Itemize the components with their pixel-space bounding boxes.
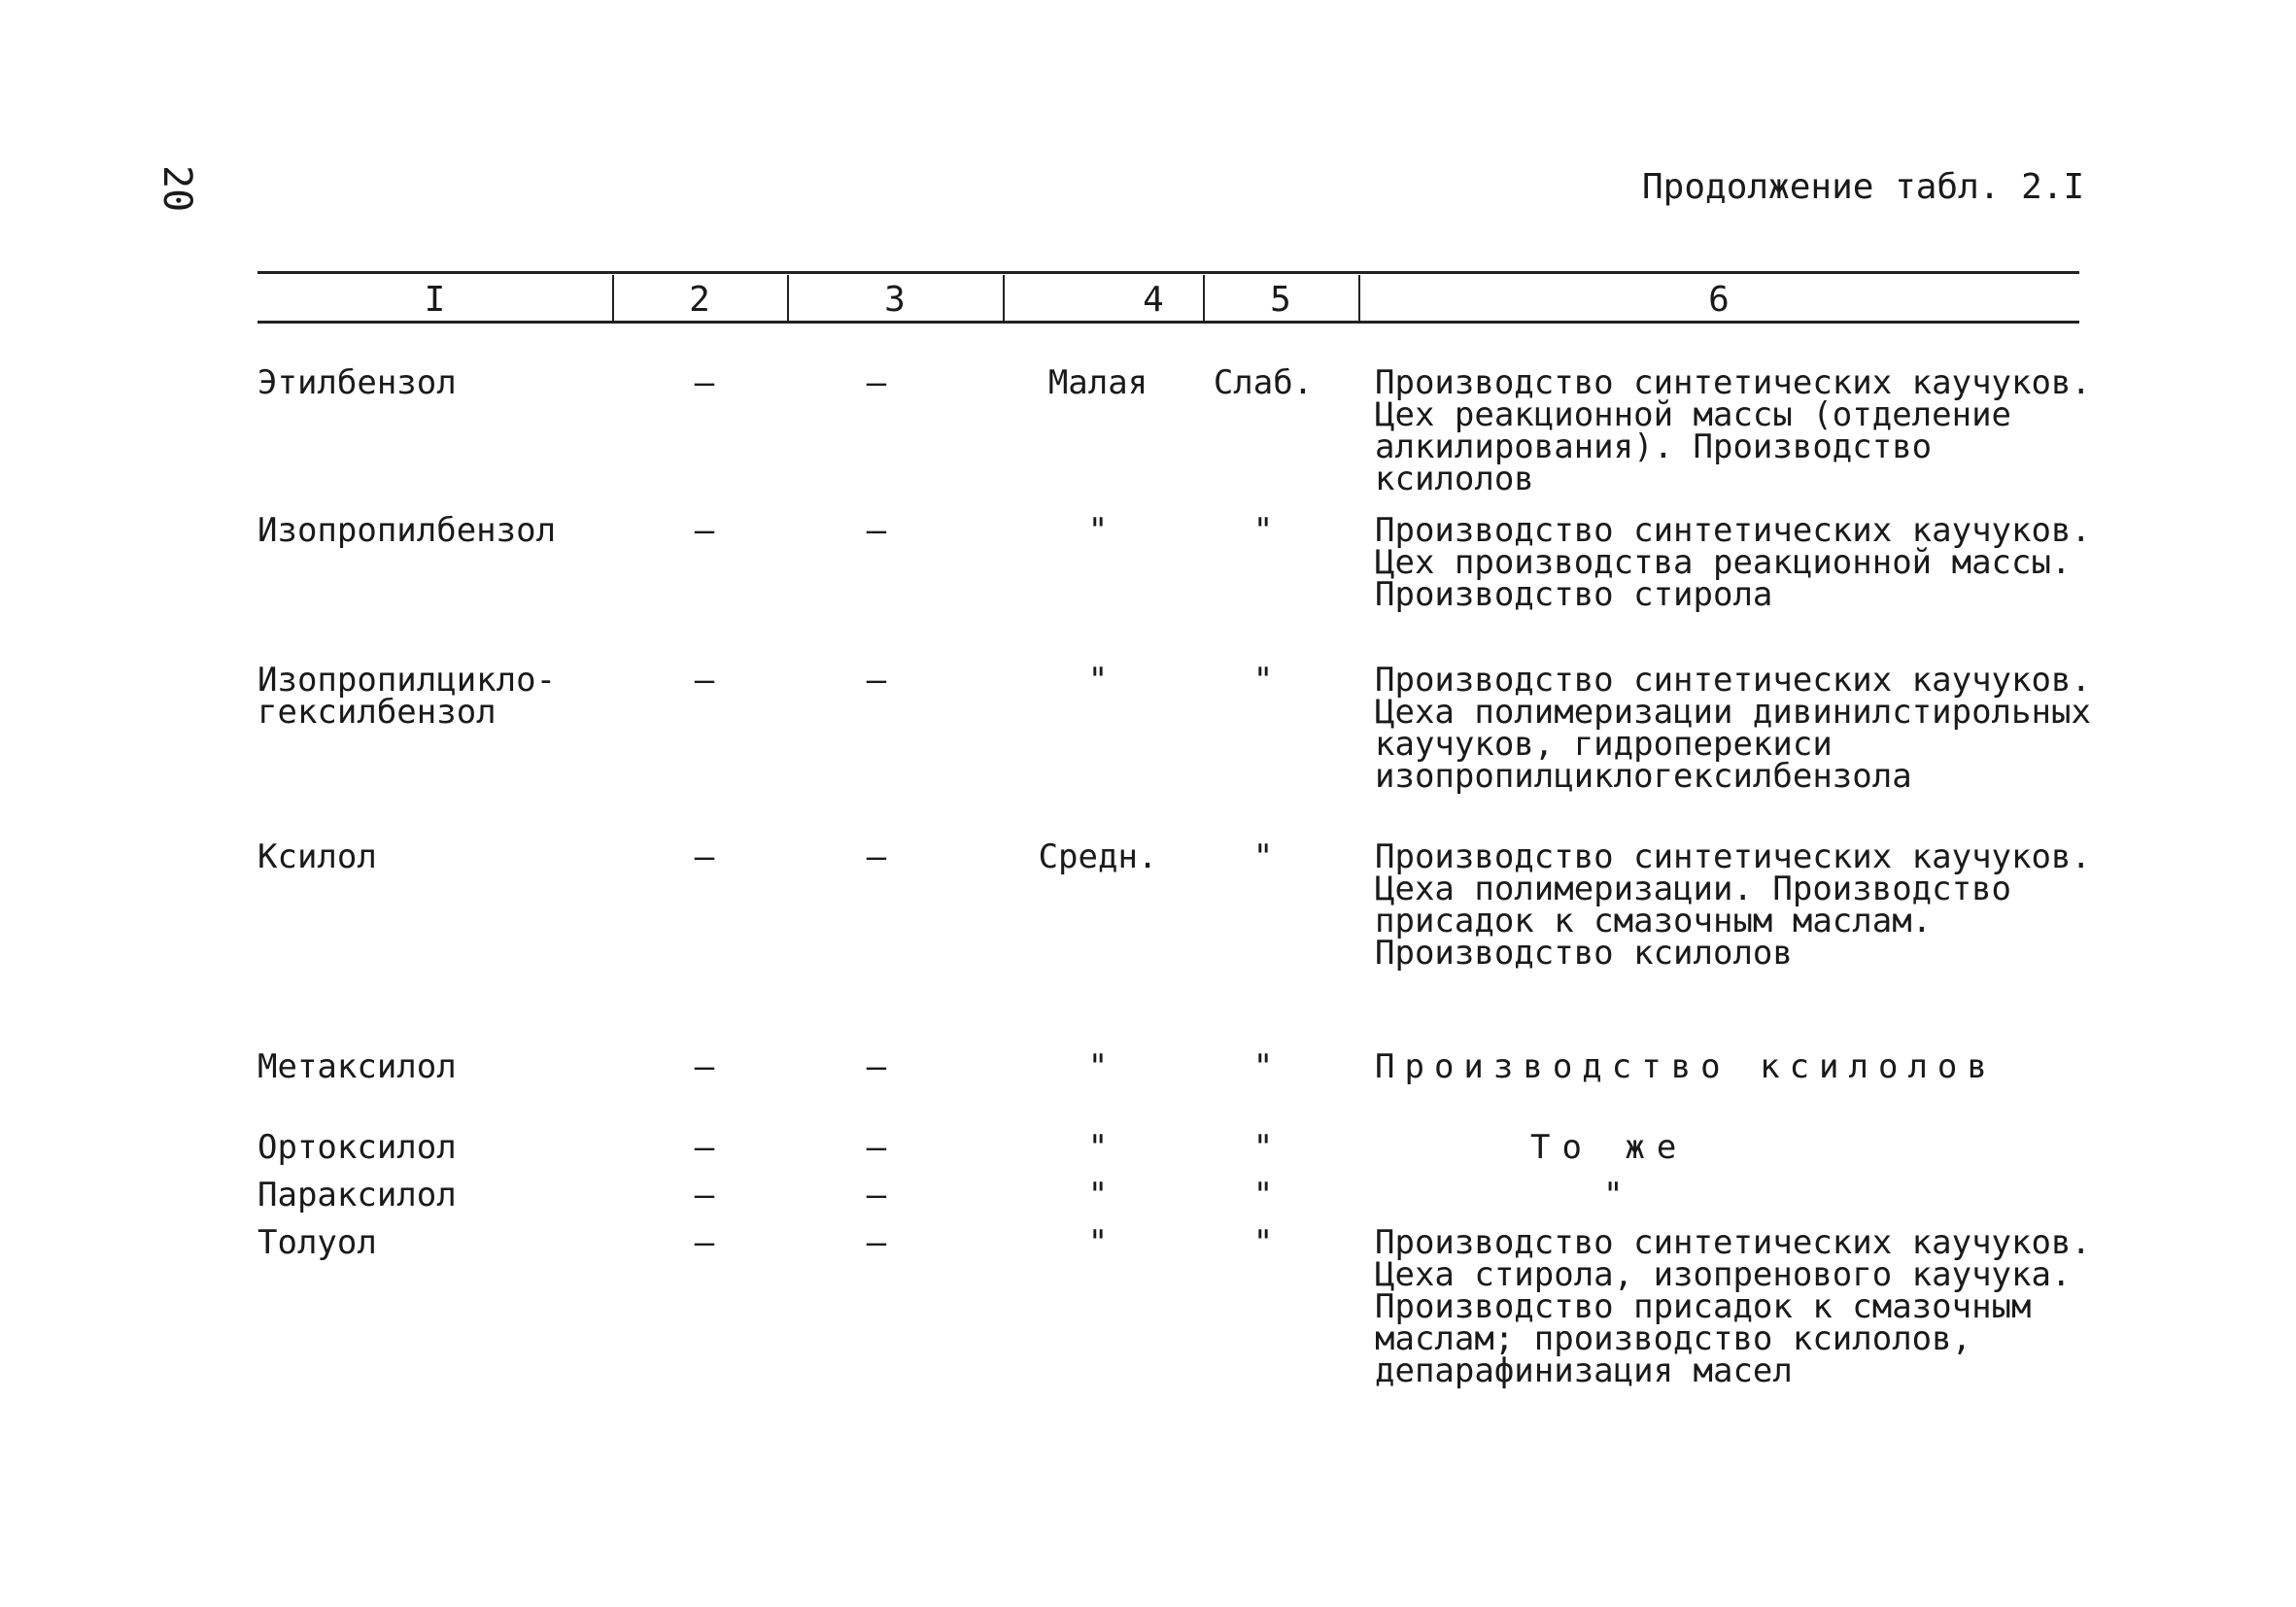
table-cell-col3: – — [866, 661, 887, 700]
table-caption: Продолжение табл. 2.I — [1642, 167, 2085, 207]
table-cell-col4: " — [1087, 1176, 1109, 1214]
table-cell-col3: – — [866, 838, 887, 876]
table-cell-col5: " — [1252, 661, 1274, 700]
table-cell-col4: " — [1087, 661, 1109, 700]
table-row-name: Ксилол — [257, 838, 377, 876]
table-cell-col2: – — [694, 1128, 715, 1167]
table-cell-col2: – — [694, 1223, 715, 1262]
table-header-rule — [257, 321, 2079, 324]
table-cell-col3: – — [866, 1176, 887, 1214]
table-row-name: Метаксилол — [257, 1047, 457, 1086]
table-row-name: Изопропилбензол — [257, 511, 557, 550]
table-cell-col4: " — [1087, 1047, 1109, 1086]
table-cell-col5: " — [1252, 511, 1274, 550]
table-cell-col5: " — [1252, 1176, 1274, 1214]
table-cell-col5: " — [1252, 838, 1274, 876]
table-cell-col2: – — [694, 838, 715, 876]
table-row-name: Параксилол — [257, 1176, 457, 1214]
table-cell-col4: Малая — [1047, 363, 1148, 402]
table-cell-col5: " — [1252, 1047, 1274, 1086]
table-row-name: Ортоксилол — [257, 1128, 457, 1167]
table-cell-description: Производство ксилолов — [1375, 1047, 1997, 1086]
table-cell-col2: – — [694, 1047, 715, 1086]
table-cell-col3: – — [866, 1223, 887, 1262]
column-header-2: 2 — [689, 280, 710, 320]
table-cell-description: Производство синтетических каучуков. Цеха стирола, изопренового каучука. Производство присадок к смазочным маслам; производство ксилолов, депарафинизация масел — [1375, 1223, 2091, 1390]
table-cell-description: Производство синтетических каучуков. Цех производства реакционной массы. Производство стирола — [1375, 511, 2091, 614]
page-number: 20 — [154, 165, 199, 213]
table-cell-col5: " — [1252, 1128, 1274, 1167]
table-cell-col4: " — [1087, 1128, 1109, 1167]
table-cell-col4: " — [1087, 1223, 1109, 1262]
table-row-name: Толуол — [257, 1223, 377, 1262]
table-cell-col4: " — [1087, 511, 1109, 550]
table-cell-col4: Средн. — [1038, 838, 1158, 876]
table-cell-col3: – — [866, 1128, 887, 1167]
column-header-6: 6 — [1708, 280, 1730, 320]
table-cell-col3: – — [866, 1047, 887, 1086]
table-cell-col2: – — [694, 511, 715, 550]
table-row-name: Изопропилцикло- гексилбензол — [257, 661, 557, 732]
column-header-4: 4 — [1143, 280, 1164, 320]
table-cell-description: " — [1603, 1176, 1624, 1214]
table-cell-description: Производство синтетических каучуков. Цех реакционной массы (отделение алкилирования). Производство ксилолов — [1375, 363, 2091, 498]
column-header-1: I — [424, 280, 446, 320]
table-cell-col3: – — [866, 511, 887, 550]
table-cell-col5: Слаб. — [1213, 363, 1314, 402]
table-cell-col5: " — [1252, 1223, 1274, 1262]
column-header-3: 3 — [884, 280, 906, 320]
column-header-5: 5 — [1270, 280, 1291, 320]
table-row-name: Этилбензол — [257, 363, 457, 402]
table-cell-col2: – — [694, 661, 715, 700]
table-top-rule — [257, 271, 2079, 274]
table-cell-description: Производство синтетических каучуков. Цеха полимеризации. Производство присадок к смазочным маслам. Производство ксилолов — [1375, 838, 2091, 973]
table-cell-col3: – — [866, 363, 887, 402]
table-cell-col2: – — [694, 363, 715, 402]
table-cell-description: То же — [1530, 1128, 1689, 1167]
table-cell-col2: – — [694, 1176, 715, 1214]
table-cell-description: Производство синтетических каучуков. Цеха полимеризации дивинилстирольных каучуков, гидроперекиси изопропилциклогексилбензола — [1375, 661, 2091, 796]
